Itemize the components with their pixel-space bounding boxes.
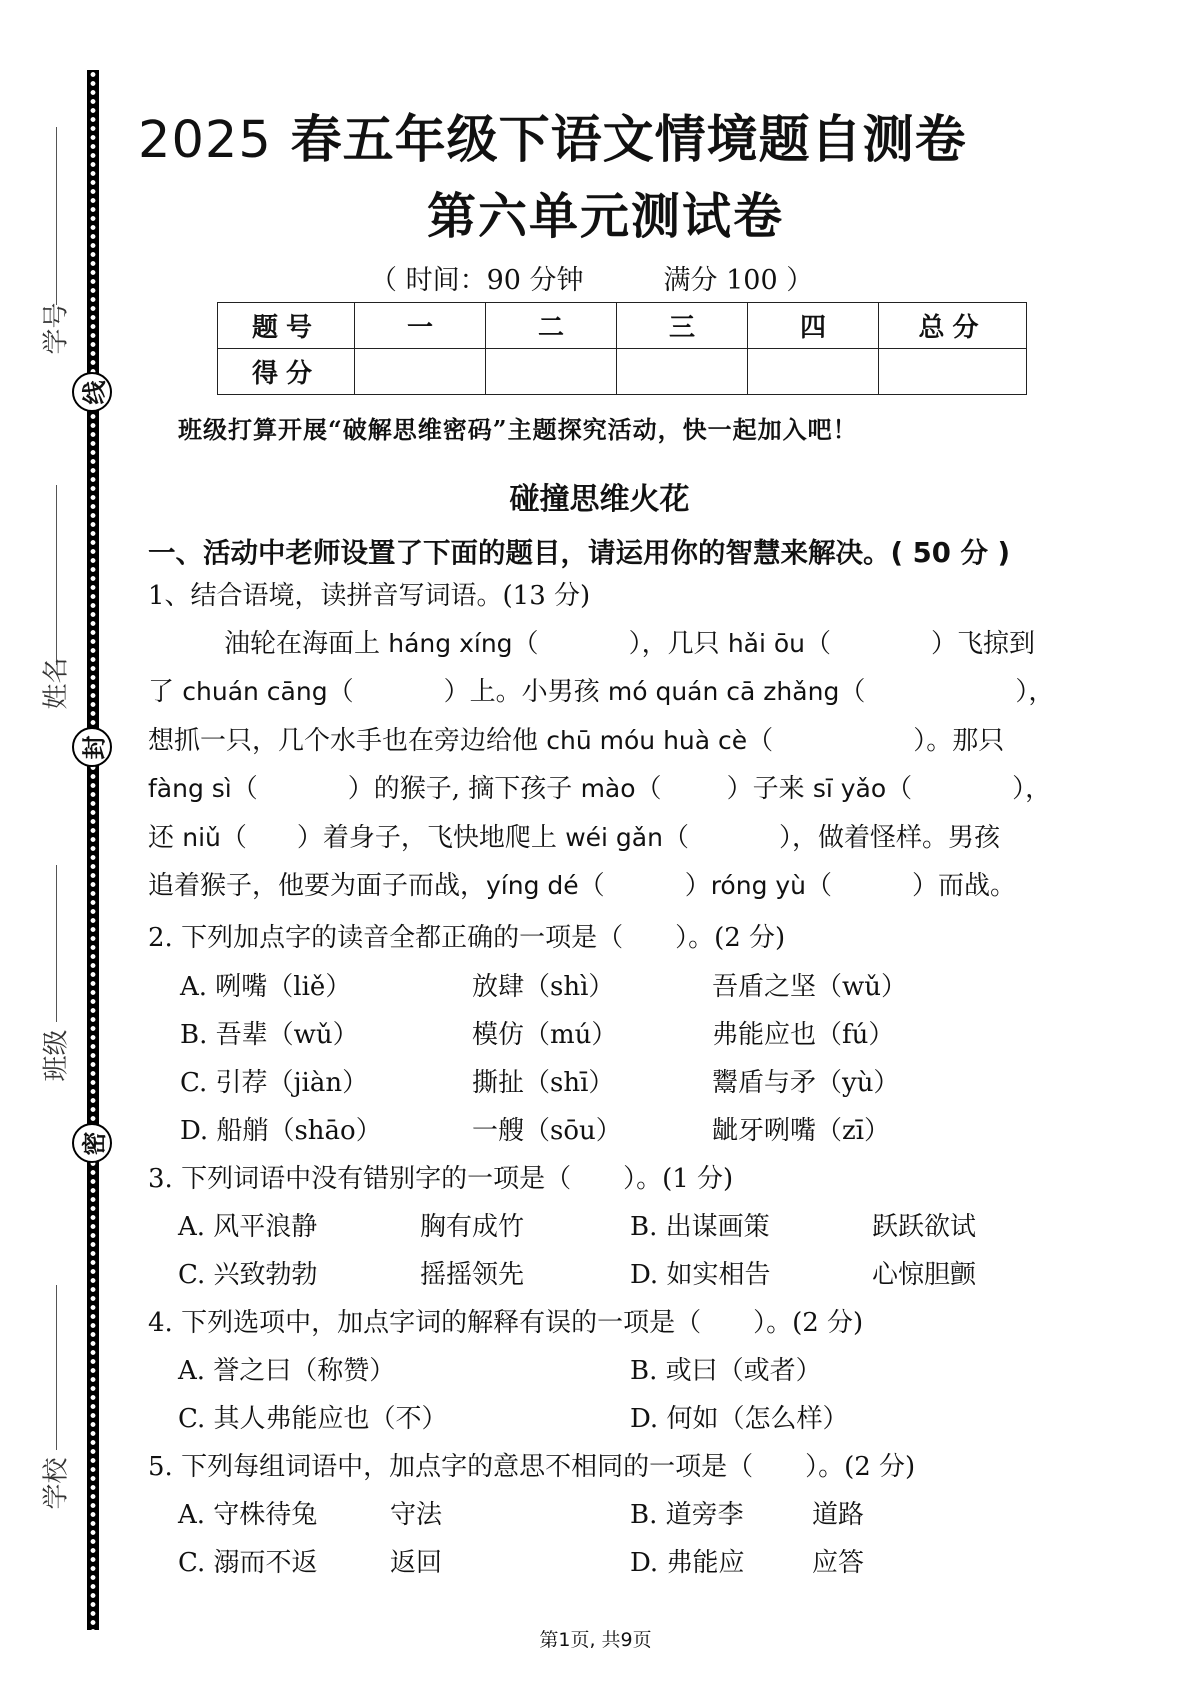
class-label: 班级: [41, 1029, 72, 1082]
exam-meta: [370, 258, 813, 297]
section-title: 碰撞思维火花: [509, 482, 690, 517]
q5-option-a-word2: 守法: [390, 1500, 443, 1530]
passage-row: fàng sì（ ）的猴子, 摘下孩子 mào（ ）子来 sī yǎo（ ），: [148, 774, 1052, 805]
time-limit: （ 时间：90 分钟: [370, 265, 584, 296]
exam-title: 2025 春五年级下语文情境题自测卷: [138, 111, 967, 170]
q5-option-d-word2: 应答: [812, 1548, 865, 1578]
exam-subtitle: 第六单元测试卷: [426, 188, 784, 245]
q1-passage: [148, 620, 1108, 910]
q1-stem: 1、结合语境，读拼音写词语。(13 分): [148, 581, 591, 611]
q3-option-b[interactable]: B. 出谋画策: [630, 1212, 770, 1242]
q4-option-b[interactable]: B. 或曰（或者）: [630, 1356, 822, 1386]
q2-option-a1[interactable]: A. 咧嘴（liě）: [180, 972, 352, 1002]
binding-dotted-line: [87, 70, 99, 1630]
q2-option-d3: 龇牙咧嘴（zī）: [712, 1116, 891, 1146]
score-cell[interactable]: [617, 349, 748, 395]
passage-row: 了 chuán cāng（ ）上。小男孩 mó quán cā zhǎng（ ），: [148, 677, 1055, 708]
score-cell[interactable]: [748, 349, 879, 395]
q2-option-b1[interactable]: B. 吾辈（wǔ）: [180, 1020, 359, 1050]
q3-option-d[interactable]: D. 如实相告: [630, 1260, 771, 1290]
seal-feng: 封: [72, 727, 112, 767]
score-table: [217, 302, 1027, 395]
q5-option-c-word2: 返回: [390, 1548, 443, 1578]
q3-option-a[interactable]: A. 风平浪静: [178, 1212, 318, 1242]
q3-option-d-word2: 心惊胆颤: [872, 1260, 977, 1290]
full-score: 满分 100 ）: [663, 265, 814, 296]
score-table-header-row: 题号 一 二 三 四 总分: [218, 303, 1027, 349]
q2-option-d2: 一艘（sōu）: [472, 1116, 622, 1146]
passage-row: 想抓一只，几个水手也在旁边给他 chū móu huà cè（ ）。那只: [148, 725, 1005, 756]
q3-option-c-word2: 摇摇领先: [420, 1260, 525, 1290]
q2-option-d1[interactable]: D. 船艄（shāo）: [180, 1116, 382, 1146]
seal-mi: 密: [72, 1123, 112, 1163]
score-table-score-row: 得分: [218, 349, 1027, 395]
name-label: 姓名: [41, 657, 72, 710]
q3-option-b-word2: 跃跃欲试: [872, 1212, 977, 1242]
q3-option-c[interactable]: C. 兴致勃勃: [178, 1260, 318, 1290]
score-cell[interactable]: [486, 349, 617, 395]
school-line[interactable]: [56, 1285, 57, 1450]
passage-row: 油轮在海面上 háng xíng（ ），几只 hǎi ōu（ ）飞掠到: [224, 629, 1036, 659]
q5-option-d[interactable]: D. 弗能应: [630, 1548, 745, 1578]
q4-option-d[interactable]: D. 何如（怎么样）: [630, 1404, 849, 1434]
q2-option-b3: 弗能应也（fú）: [712, 1020, 895, 1050]
q2-option-b2: 模仿（mú）: [472, 1020, 618, 1050]
q4-stem: 4. 下列选项中，加点字词的解释有误的一项是（ ）。(2 分): [148, 1308, 864, 1338]
q4-option-c[interactable]: C. 其人弗能应也（不）: [178, 1404, 448, 1434]
q4-option-a[interactable]: A. 誉之曰（称赞）: [178, 1356, 396, 1386]
class-line[interactable]: [56, 865, 57, 1022]
q3-option-a-word2: 胸有成竹: [420, 1212, 525, 1242]
q2-option-a3: 吾盾之坚（wǔ）: [712, 972, 908, 1002]
q2-option-c1[interactable]: C. 引荐（jiàn）: [180, 1068, 369, 1098]
q3-stem: 3. 下列词语中没有错别字的一项是（ ）。(1 分): [148, 1164, 734, 1194]
q2-option-c2: 撕扯（shī）: [472, 1068, 615, 1098]
q2-option-a2: 放肆（shì）: [472, 972, 615, 1002]
page-number: 第1页, 共9页: [539, 1629, 652, 1651]
q2-stem: 2. 下列加点字的读音全都正确的一项是（ ）。(2 分): [148, 923, 786, 953]
passage-row: 还 niǔ（ ）着身子，飞快地爬上 wéi gǎn（ ），做着怪样。男孩: [148, 822, 1000, 853]
seal-xian: 线: [72, 372, 112, 412]
passage-row: 追着猴子，他要为面子而战，yíng dé（ ）róng yù（ ）而战。: [148, 870, 1017, 901]
score-cell[interactable]: [355, 349, 486, 395]
school-label: 学校: [41, 1457, 72, 1510]
q2-option-c3: 鬻盾与矛（yù）: [712, 1068, 900, 1098]
activity-intro: 班级打算开展“破解思维密码”主题探究活动，快一起加入吧！: [178, 415, 858, 444]
q5-option-b-word2: 道路: [812, 1500, 865, 1530]
score-cell-total[interactable]: [879, 349, 1027, 395]
student-id-label: 学号: [41, 302, 72, 355]
q5-option-a[interactable]: A. 守株待兔: [178, 1500, 318, 1530]
q5-option-b[interactable]: B. 道旁李: [630, 1500, 744, 1530]
part1-title: 一、活动中老师设置了下面的题目，请运用你的智慧来解决。( 50 分 ): [148, 537, 1011, 569]
q5-stem: 5. 下列每组词语中，加点字的意思不相同的一项是（ ）。(2 分): [148, 1452, 916, 1482]
q5-option-c[interactable]: C. 溺而不返: [178, 1548, 318, 1578]
